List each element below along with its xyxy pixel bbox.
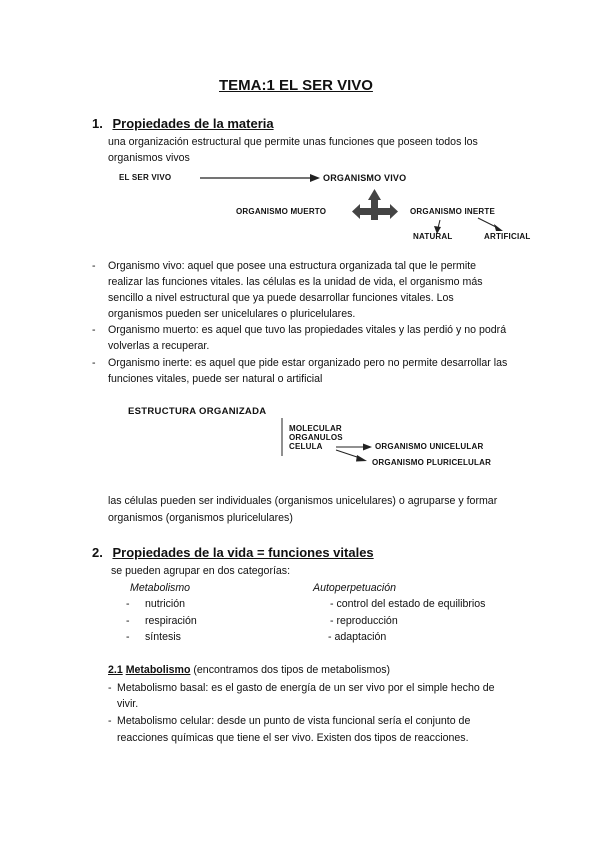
list-dash: - <box>126 615 130 627</box>
autoperpetuacion-item-2: - reproducción <box>330 615 398 627</box>
bullet-dash: - <box>92 357 96 369</box>
section-2-1-title: Metabolismo <box>125 664 191 676</box>
autoperpetuacion-item-3: - adaptación <box>328 631 387 643</box>
metabolismo-item-3: síntesis <box>145 631 181 643</box>
bullet-3-line-2: funciones vitales, puede ser natural o artificial <box>108 373 323 385</box>
bullet-dash: - <box>108 682 112 694</box>
bullet-dash: - <box>108 715 112 727</box>
bullet-1-line-1: Organismo vivo: aquel que posee una estructura organizada tal que le permite <box>108 260 477 272</box>
section-2-intro: se pueden agrupar en dos categorías: <box>111 565 291 577</box>
bullet-3-line-1: Organismo inerte: es aquel que pide estar organizado pero no permite desarrollar las <box>108 357 508 369</box>
bullet-dash: - <box>92 324 96 336</box>
list-dash: - <box>126 598 130 610</box>
diagram-1-artificial: ARTIFICIAL <box>484 232 531 241</box>
cells-line-1: las células pueden ser individuales (organismos unicelulares) o agruparse y formar <box>108 495 498 507</box>
section-2-heading <box>92 545 374 560</box>
diagram-2-header: ESTRUCTURA ORGANIZADA <box>128 406 267 417</box>
section-2-1-number: 2.1 <box>108 664 123 676</box>
section-1-number: 1. <box>92 116 103 131</box>
diagram-2-level-organulos: ORGANULOS <box>289 433 343 442</box>
diagram-1-organismo-muerto: ORGANISMO MUERTO <box>236 207 327 216</box>
cells-line-2: organismos (organismos pluricelulares) <box>108 512 293 524</box>
diagram-2-unicelular: ORGANISMO UNICELULAR <box>375 442 484 451</box>
metabolismo-item-2: respiración <box>145 615 197 627</box>
diagram-2-pluricelular: ORGANISMO PLURICELULAR <box>372 458 492 467</box>
diagram-1-natural: NATURAL <box>413 232 453 241</box>
section-1-intro-line-1: una organización estructural que permite unas funciones que poseen todos los <box>108 136 478 148</box>
section-1-title: Propiedades de la materia <box>112 116 274 131</box>
diagram-2-level-celula: CELULA <box>289 442 323 451</box>
autoperpetuacion-item-1: - control del estado de equilibrios <box>330 598 486 610</box>
diagram-1-organismo-vivo: ORGANISMO VIVO <box>323 173 407 183</box>
bullet-1-line-2: realizar las funciones vitales. las células es la unidad de vida, el organismo más <box>108 276 483 288</box>
section-1-intro-line-2: organismos vivos <box>108 152 190 164</box>
bullet-dash: - <box>92 260 96 272</box>
section-2-title: Propiedades de la vida = funciones vitales <box>112 545 374 560</box>
bullet-2-line-1: Organismo muerto: es aquel que tuvo las propiedades vitales y las perdió y no podrá <box>108 324 507 336</box>
section-2-number: 2. <box>92 545 103 560</box>
bullet-2-line-2: volverlas a recuperar. <box>108 340 210 352</box>
metabolismo-celular-line-1: Metabolismo celular: desde un punto de vista funcional sería el conjunto de <box>117 715 471 727</box>
bullet-1-line-3: sencillo a nivel estructural que ya puede desarrollar funciones vitales. Los <box>108 292 454 304</box>
section-2-1-note: (encontramos dos tipos de metabolismos) <box>193 664 391 676</box>
metabolismo-item-1: nutrición <box>145 598 186 610</box>
diagram-1-organismo-inerte: ORGANISMO INERTE <box>410 207 495 216</box>
diagram-2-level-molecular: MOLECULAR <box>289 424 342 433</box>
col-autoperpetuacion-title: Autoperpetuación <box>313 582 397 594</box>
bullet-1-line-4: organismos pueden ser unicelulares o pluricelulares. <box>108 308 356 320</box>
diagram-1-el-ser-vivo: EL SER VIVO <box>119 173 172 182</box>
list-dash: - <box>126 631 130 643</box>
metabolismo-celular-line-2: reacciones químicas que tiene el ser vivo. Existen dos tipos de reacciones. <box>117 732 469 744</box>
metabolismo-basal-line-2: vivir. <box>117 698 139 710</box>
page-title: TEMA:1 EL SER VIVO <box>219 77 373 94</box>
section-2-1-heading <box>108 662 390 678</box>
col-metabolismo-title: Metabolismo <box>130 582 191 594</box>
metabolismo-basal-line-1: Metabolismo basal: es el gasto de energía de un ser vivo por el simple hecho de <box>117 682 495 694</box>
